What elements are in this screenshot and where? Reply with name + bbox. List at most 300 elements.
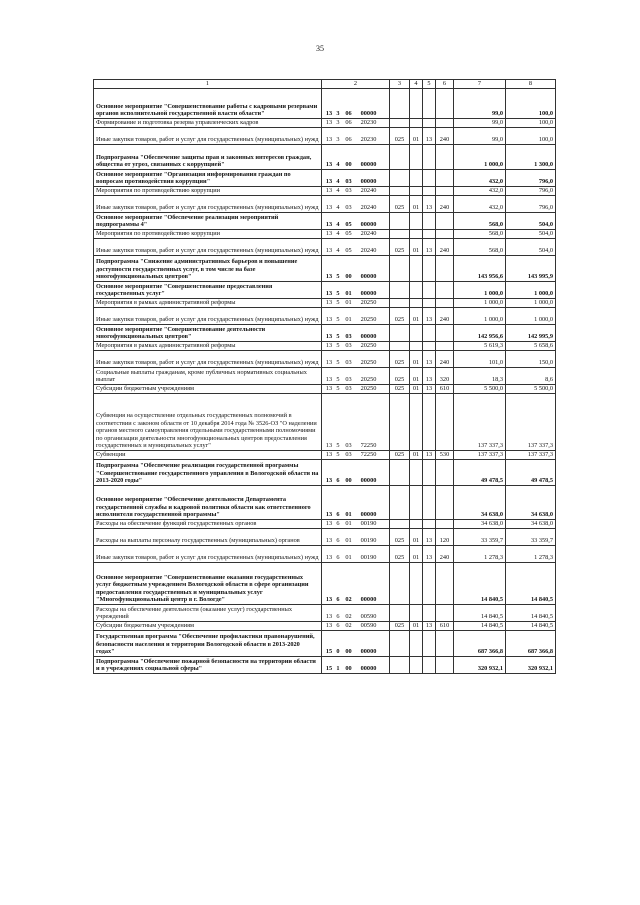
row-value8-cell: 5 500,0 [506,385,556,394]
code-part: 6 [336,596,340,604]
row-col4-cell [410,563,423,605]
row-name-cell: Государственная программа "Обеспечение профилактики правонарушений, безопасности населения и территории Вологодской области в 2013-2020 годах" [94,631,322,657]
row-value8-cell: 137 337,3 [506,451,556,460]
row-name-cell: Социальные выплаты гражданам, кроме публичных нормативных социальных выплат [94,368,322,385]
code-part: 20250 [360,299,377,307]
row-code-cell [322,170,390,187]
header-cell: 4 [410,80,423,89]
code-part: 13 [325,385,333,393]
row-value7-cell: 99,0 [454,119,506,128]
row-value7-cell: 5 500,0 [454,385,506,394]
code-part: 6 [336,554,340,562]
row-col4-cell [410,460,423,486]
code-part: 13 [325,613,333,621]
table-row [94,394,556,451]
row-code-cell [322,308,390,325]
code-part: 5 [336,316,340,324]
row-col6-cell [436,563,454,605]
code-part: 20250 [360,316,377,324]
row-value7-cell: 320 932,1 [454,657,506,674]
row-col5-cell: 13 [423,385,436,394]
row-col3-cell: 025 [390,622,410,631]
row-value7-cell: 14 840,5 [454,622,506,631]
header-cell: 2 [322,80,390,89]
row-col3-cell [390,631,410,657]
row-col4-cell [410,325,423,342]
row-code-cell [322,451,390,460]
row-name-cell: Подпрограмма "Снижение административных барьеров и повышение доступности государственных услуг, в том числе на базе многофункциональных центров" [94,256,322,282]
row-code-cell [322,299,390,308]
row-code-cell [322,529,390,546]
code-part: 6 [336,622,340,630]
row-value8-cell: 100,0 [506,119,556,128]
row-name-cell: Основное мероприятие "Совершенствование оказания государственных услуг бюджетным учреждением Вологодской области в сфере организации предоставления государственных и муниципальных услуг "Многофункциональный центр в г. Вологде" [94,563,322,605]
table-row [94,520,556,529]
row-code-cell [322,351,390,368]
code-part: 06 [345,136,352,144]
row-value7-cell: 101,0 [454,351,506,368]
code-part: 00000 [360,290,377,298]
row-code-cell [322,546,390,563]
row-name-cell: Подпрограмма "Обеспечение защиты прав и законных интересов граждан, общества от угроз, связанных с коррупцией" [94,145,322,170]
row-value8-cell: 796,0 [506,170,556,187]
row-col5-cell [423,145,436,170]
row-code-cell [322,145,390,170]
row-name-cell: Иные закупки товаров, работ и услуг для государственных (муниципальных) нужд [94,128,322,145]
table-row [94,546,556,563]
table-row [94,282,556,299]
row-value8-cell: 33 359,7 [506,529,556,546]
code-part: 13 [325,136,333,144]
code-part: 00000 [360,648,377,656]
row-col6-cell [436,486,454,520]
code-part: 00 [345,161,352,169]
table-row [94,170,556,187]
row-col4-cell [410,230,423,239]
code-part: 13 [325,221,333,229]
row-col6-cell: 240 [436,196,454,213]
table-row [94,187,556,196]
row-col6-cell: 240 [436,239,454,256]
code-part: 20240 [360,230,377,238]
code-part: 13 [325,442,333,450]
row-col3-cell [390,325,410,342]
row-value7-cell: 34 638,0 [454,486,506,520]
code-part: 13 [325,299,333,307]
row-col6-cell [436,89,454,119]
code-part: 5 [336,385,340,393]
row-col6-cell [436,394,454,451]
code-part: 13 [325,554,333,562]
row-col6-cell [436,170,454,187]
code-part: 00190 [360,554,377,562]
code-part: 00000 [360,665,377,673]
row-name-cell: Расходы на обеспечение функций государственных органов [94,520,322,529]
code-part: 00000 [360,477,377,485]
code-part: 03 [345,204,352,212]
row-col5-cell [423,89,436,119]
code-part: 15 [325,648,333,656]
code-part: 13 [325,230,333,238]
row-value7-cell: 49 478,5 [454,460,506,486]
row-col3-cell [390,187,410,196]
code-part: 5 [336,442,340,450]
row-col3-cell [390,460,410,486]
table-header-row [94,80,556,89]
row-value7-cell: 687 366,8 [454,631,506,657]
code-part: 06 [345,110,352,118]
row-value7-cell: 34 638,0 [454,520,506,529]
table-row [94,563,556,605]
row-col5-cell: 13 [423,546,436,563]
row-code-cell [322,128,390,145]
code-part: 05 [345,247,352,255]
row-value7-cell: 432,0 [454,170,506,187]
row-value7-cell: 1 000,0 [454,308,506,325]
row-value7-cell: 1 000,0 [454,145,506,170]
table-row [94,325,556,342]
row-value7-cell: 1 000,0 [454,299,506,308]
row-col4-cell [410,394,423,451]
code-part: 00190 [360,537,377,545]
header-cell: 5 [423,80,436,89]
code-part: 03 [345,385,352,393]
code-part: 13 [325,477,333,485]
row-value8-cell: 504,0 [506,239,556,256]
row-value7-cell: 5 619,3 [454,342,506,351]
row-col5-cell [423,520,436,529]
row-col3-cell [390,256,410,282]
row-col4-cell: 01 [410,368,423,385]
row-name-cell: Основное мероприятие "Совершенствование предоставления государственных услуг" [94,282,322,299]
row-col3-cell [390,213,410,230]
row-col6-cell: 240 [436,546,454,563]
table-row [94,239,556,256]
row-code-cell [322,213,390,230]
row-code-cell [322,256,390,282]
row-col4-cell [410,145,423,170]
page-number: 35 [316,44,324,53]
code-part: 13 [325,290,333,298]
row-col3-cell [390,520,410,529]
code-part: 20250 [360,376,377,384]
row-col3-cell: 025 [390,529,410,546]
code-part: 0 [336,648,340,656]
code-part: 00000 [360,511,377,519]
code-part: 05 [345,230,352,238]
table-row [94,89,556,119]
code-part: 20250 [360,342,377,350]
row-name-cell: Расходы на обеспечение деятельности (оказание услуг) государственных учреждений [94,605,322,622]
header-cell: 1 [94,80,322,89]
row-name-cell: Субвенция на осуществление отдельных государственных полномочий в соответствии с законом области от 10 декабря 2014 года № 3526-ОЗ "О наделении органов местного самоуправления отдельными государственными полномочиями по организации деятельности многофункциональных центров предоставления государственных и муниципальных услуг" [94,394,322,451]
row-value8-cell: 1 300,0 [506,145,556,170]
table-row [94,119,556,128]
row-col5-cell [423,460,436,486]
row-name-cell: Мероприятия в рамках административной реформы [94,299,322,308]
row-value8-cell: 796,0 [506,187,556,196]
table-row [94,657,556,674]
code-part: 20240 [360,204,377,212]
row-col6-cell [436,187,454,196]
row-col3-cell [390,89,410,119]
row-col5-cell: 13 [423,368,436,385]
code-part: 01 [345,554,352,562]
code-part: 13 [325,110,333,118]
row-name-cell: Формирование и подготовка резерва управленческих кадров [94,119,322,128]
code-part: 02 [345,613,352,621]
row-code-cell [322,460,390,486]
row-code-cell [322,342,390,351]
row-code-cell [322,563,390,605]
row-col6-cell [436,657,454,674]
row-name-cell: Основное мероприятие "Совершенствование работы с кадровыми резервами органов исполнительной государственной власти области" [94,89,322,119]
code-part: 3 [336,136,340,144]
row-value7-cell: 432,0 [454,196,506,213]
row-code-cell [322,622,390,631]
row-code-cell [322,631,390,657]
table-row [94,351,556,368]
code-part: 13 [325,247,333,255]
table-row [94,342,556,351]
table-row [94,308,556,325]
code-part: 15 [325,665,333,673]
row-col3-cell [390,394,410,451]
code-part: 20240 [360,247,377,255]
code-part: 00590 [360,613,377,621]
code-part: 4 [336,178,340,186]
code-part: 4 [336,247,340,255]
row-col4-cell: 01 [410,529,423,546]
row-name-cell: Мероприятия по противодействию коррупции [94,230,322,239]
table-row [94,622,556,631]
row-col5-cell: 13 [423,239,436,256]
row-col4-cell [410,213,423,230]
code-part: 03 [345,333,352,341]
row-name-cell: Мероприятия по противодействию коррупции [94,187,322,196]
row-col5-cell [423,394,436,451]
row-value8-cell: 142 995,9 [506,325,556,342]
row-col6-cell [436,282,454,299]
row-col6-cell [436,145,454,170]
code-part: 6 [336,520,340,528]
row-value8-cell: 14 840,5 [506,622,556,631]
row-col4-cell [410,187,423,196]
row-value7-cell: 143 956,6 [454,256,506,282]
row-code-cell [322,196,390,213]
row-col4-cell [410,299,423,308]
row-value8-cell: 504,0 [506,213,556,230]
table-row [94,299,556,308]
row-col5-cell: 13 [423,308,436,325]
row-value8-cell: 34 638,0 [506,520,556,529]
row-code-cell [322,230,390,239]
table-row [94,605,556,622]
row-col4-cell [410,657,423,674]
row-code-cell [322,89,390,119]
row-col5-cell [423,282,436,299]
header-cell: 3 [390,80,410,89]
code-part: 05 [345,221,352,229]
row-col3-cell: 025 [390,385,410,394]
row-col6-cell [436,299,454,308]
header-cell: 8 [506,80,556,89]
row-name-cell: Субвенции [94,451,322,460]
row-value7-cell: 137 337,3 [454,451,506,460]
row-col4-cell [410,342,423,351]
row-col3-cell: 025 [390,196,410,213]
row-col6-cell [436,605,454,622]
row-col4-cell: 01 [410,351,423,368]
row-col6-cell [436,342,454,351]
row-col6-cell [436,256,454,282]
row-code-cell [322,325,390,342]
row-code-cell [322,394,390,451]
row-code-cell [322,239,390,256]
table-row [94,230,556,239]
row-value7-cell: 142 956,6 [454,325,506,342]
code-part: 13 [325,376,333,384]
row-name-cell: Иные закупки товаров, работ и услуг для государственных (муниципальных) нужд [94,546,322,563]
code-part: 6 [336,613,340,621]
row-value8-cell: 100,0 [506,89,556,119]
row-name-cell: Иные закупки товаров, работ и услуг для государственных (муниципальных) нужд [94,308,322,325]
row-value7-cell: 18,3 [454,368,506,385]
code-part: 01 [345,511,352,519]
code-part: 03 [345,451,352,459]
code-part: 13 [325,511,333,519]
row-value8-cell: 49 478,5 [506,460,556,486]
code-part: 20250 [360,359,377,367]
row-value7-cell: 432,0 [454,187,506,196]
row-value7-cell: 137 337,3 [454,394,506,451]
table-row [94,486,556,520]
row-col6-cell: 120 [436,529,454,546]
code-part: 13 [325,273,333,281]
code-part: 03 [345,187,352,195]
code-part: 13 [325,161,333,169]
row-col5-cell [423,563,436,605]
row-col6-cell [436,213,454,230]
row-col5-cell [423,299,436,308]
row-col4-cell [410,119,423,128]
code-part: 5 [336,273,340,281]
row-code-cell [322,605,390,622]
row-name-cell: Основное мероприятие "Обеспечение деятельности Департамента государственной службы и кадровой политики области как ответственного исполнителя государственной программы" [94,486,322,520]
row-value8-cell: 137 337,3 [506,394,556,451]
code-part: 20250 [360,385,377,393]
row-col5-cell [423,486,436,520]
row-col5-cell: 13 [423,351,436,368]
code-part: 01 [345,537,352,545]
row-code-cell [322,187,390,196]
row-value7-cell: 33 359,7 [454,529,506,546]
row-value7-cell: 1 278,3 [454,546,506,563]
code-part: 00000 [360,333,377,341]
row-value7-cell: 568,0 [454,230,506,239]
row-value8-cell: 504,0 [506,230,556,239]
row-name-cell: Подпрограмма "Обеспечение пожарной безопасности на территории области и в учреждениях социальной сферы" [94,657,322,674]
row-col6-cell [436,325,454,342]
row-value7-cell: 99,0 [454,128,506,145]
row-col3-cell [390,486,410,520]
code-part: 13 [325,537,333,545]
row-name-cell: Основное мероприятие "Обеспечение реализации мероприятий подпрограммы 4" [94,213,322,230]
row-code-cell [322,119,390,128]
code-part: 00190 [360,520,377,528]
row-col6-cell: 610 [436,385,454,394]
row-col6-cell: 240 [436,351,454,368]
row-code-cell [322,486,390,520]
row-col6-cell [436,460,454,486]
row-col4-cell [410,282,423,299]
row-value8-cell: 1 000,0 [506,308,556,325]
row-col5-cell [423,605,436,622]
code-part: 72250 [360,451,377,459]
row-value8-cell: 143 995,9 [506,256,556,282]
row-col3-cell [390,657,410,674]
row-col3-cell [390,170,410,187]
code-part: 13 [325,187,333,195]
code-part: 5 [336,333,340,341]
row-value7-cell: 1 000,0 [454,282,506,299]
code-part: 4 [336,187,340,195]
code-part: 5 [336,376,340,384]
table-row [94,368,556,385]
code-part: 00 [345,665,352,673]
row-code-cell [322,368,390,385]
code-part: 00000 [360,221,377,229]
table-row [94,451,556,460]
row-value8-cell: 34 638,0 [506,486,556,520]
code-part: 3 [336,119,340,127]
code-part: 13 [325,451,333,459]
row-col3-cell: 025 [390,308,410,325]
code-part: 00 [345,648,352,656]
table-row [94,529,556,546]
row-col4-cell: 01 [410,128,423,145]
row-name-cell: Иные закупки товаров, работ и услуг для государственных (муниципальных) нужд [94,351,322,368]
row-col5-cell [423,230,436,239]
row-value7-cell: 568,0 [454,239,506,256]
row-col6-cell [436,230,454,239]
row-col3-cell [390,563,410,605]
code-part: 13 [325,359,333,367]
row-col5-cell: 13 [423,451,436,460]
row-name-cell: Основное мероприятие "Организация информирования граждан по вопросам противодействия коррупции" [94,170,322,187]
code-part: 03 [345,342,352,350]
row-col5-cell [423,631,436,657]
row-col3-cell [390,145,410,170]
row-name-cell: Субсидии бюджетным учреждениям [94,385,322,394]
row-col3-cell [390,230,410,239]
code-part: 1 [336,665,340,673]
code-part: 03 [345,442,352,450]
row-col4-cell [410,520,423,529]
code-part: 13 [325,342,333,350]
row-col4-cell [410,256,423,282]
code-part: 4 [336,230,340,238]
code-part: 3 [336,110,340,118]
row-col4-cell [410,605,423,622]
row-value7-cell: 14 840,5 [454,605,506,622]
code-part: 13 [325,596,333,604]
budget-table [93,79,556,674]
table-row [94,385,556,394]
row-name-cell: Подпрограмма "Обеспечение реализации государственной программы "Совершенствование государственного управления в Вологодской области на 2013-2020 годы" [94,460,322,486]
row-value8-cell: 5 658,6 [506,342,556,351]
header-cell: 6 [436,80,454,89]
